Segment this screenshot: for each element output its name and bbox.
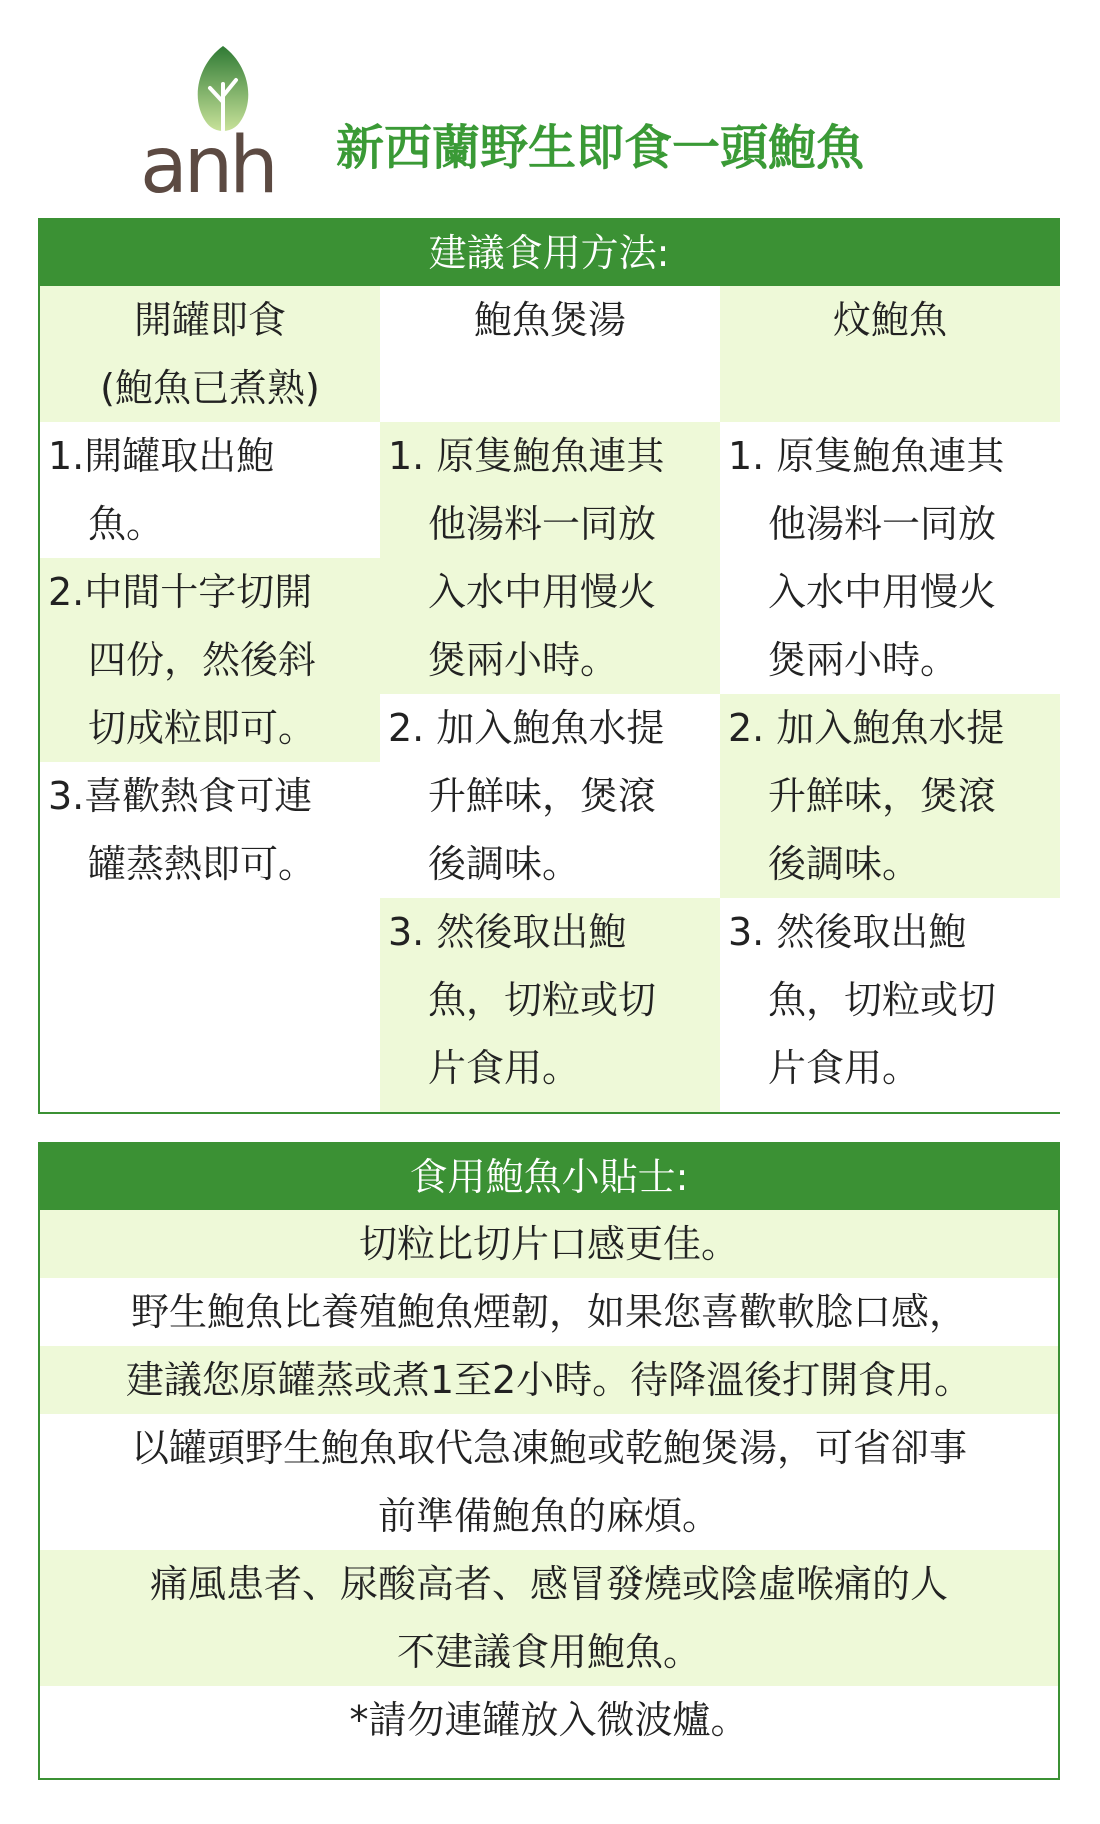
page-title: 新西蘭野生即食一頭鮑魚 bbox=[336, 120, 865, 176]
tip-row: 痛風患者、尿酸高者、感冒發燒或陰虛喉痛的人 bbox=[40, 1550, 1058, 1618]
step-item: 1. 原隻鮑魚連其 他湯料一同放 入水中用慢火 煲兩小時。 bbox=[720, 422, 1060, 694]
column-title: 開罐即食 (鮑魚已煮熟) bbox=[40, 286, 380, 422]
tip-row: 野生鮑魚比養殖鮑魚煙韌，如果您喜歡軟腍口感， bbox=[40, 1278, 1058, 1346]
tip-row: 建議您原罐蒸或煮1至2小時。待降溫後打開食用。 bbox=[40, 1346, 1058, 1414]
step-item: 3. 然後取出鮑 魚，切粒或切 片食用。 bbox=[380, 898, 720, 1112]
brand-logo bbox=[140, 44, 310, 211]
step-item: 1. 原隻鮑魚連其 他湯料一同放 入水中用慢火 煲兩小時。 bbox=[380, 422, 720, 694]
step-item: 2. 加入鮑魚水提 升鮮味，煲滾 後調味。 bbox=[720, 694, 1060, 898]
column-title: 鮑魚煲湯 bbox=[380, 286, 720, 422]
step-item: 3. 然後取出鮑 魚，切粒或切 片食用。 bbox=[720, 898, 1060, 1112]
column-title: 炆鮑魚 bbox=[720, 286, 1060, 422]
step-item: 3.喜歡熱食可連 罐蒸熱即可。 bbox=[40, 762, 380, 898]
tips-table bbox=[38, 1142, 1060, 1780]
tips-header: 食用鮑魚小貼士: bbox=[40, 1144, 1058, 1210]
tip-row: 以罐頭野生鮑魚取代急凍鮑或乾鮑煲湯，可省卻事 bbox=[40, 1414, 1058, 1482]
tip-row: 前準備鮑魚的麻煩。 bbox=[40, 1482, 1058, 1550]
methods-header: 建議食用方法: bbox=[40, 220, 1058, 286]
step-item: 2.中間十字切開 四份，然後斜 切成粒即可。 bbox=[40, 558, 380, 762]
tip-row: 切粒比切片口感更佳。 bbox=[40, 1210, 1058, 1278]
methods-table bbox=[38, 218, 1060, 1114]
step-item: 2. 加入鮑魚水提 升鮮味，煲滾 後調味。 bbox=[380, 694, 720, 898]
tip-row: 不建議食用鮑魚。 bbox=[40, 1618, 1058, 1686]
logo-wordmark: anh bbox=[140, 121, 275, 211]
tip-row: *請勿連罐放入微波爐。 bbox=[40, 1686, 1058, 1754]
step-item: 1.開罐取出鮑 魚。 bbox=[40, 422, 380, 558]
